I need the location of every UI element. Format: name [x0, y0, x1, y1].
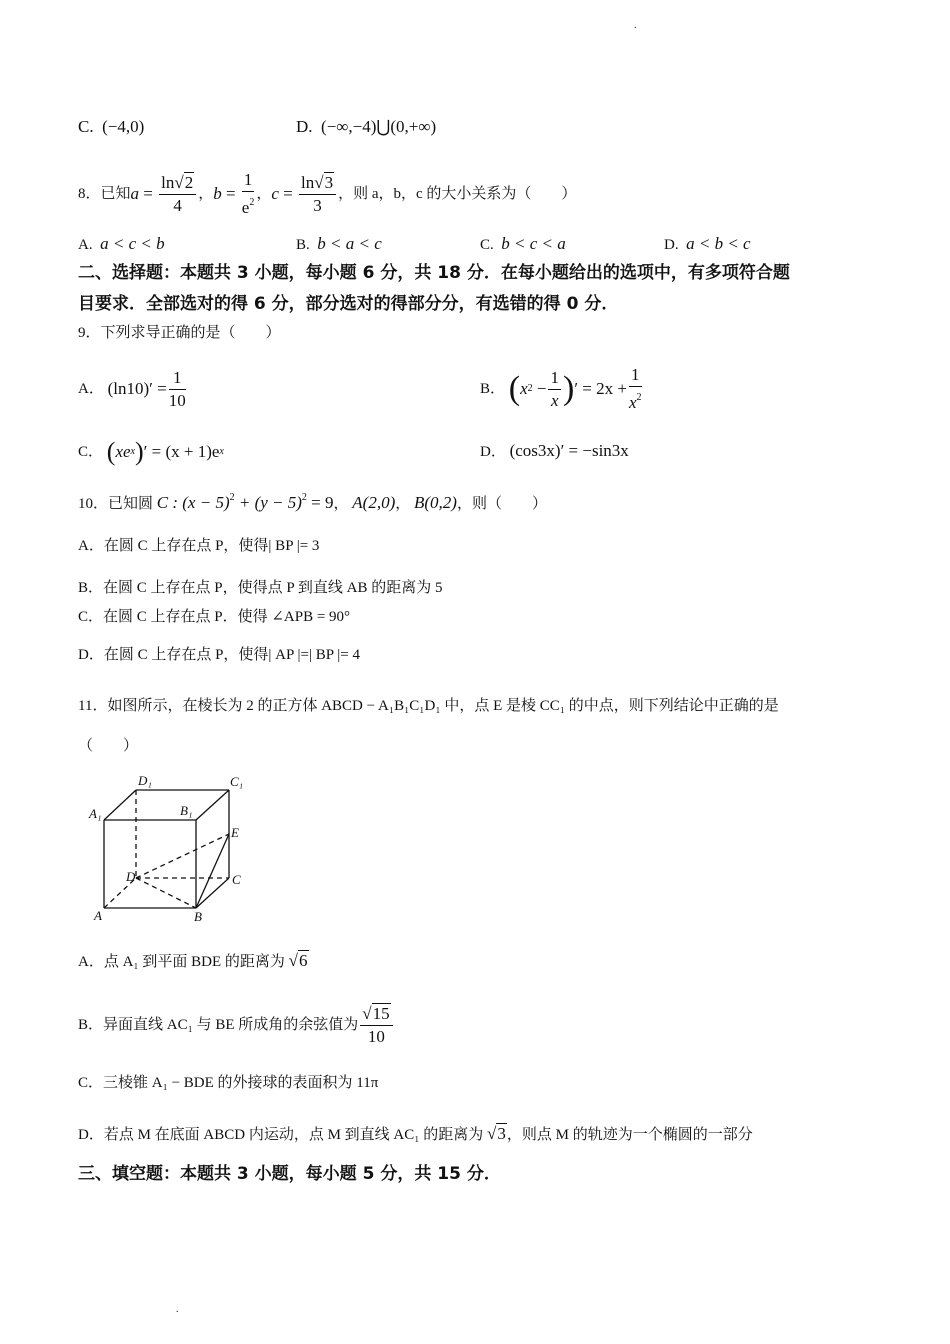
q9-option-d: D． (cos3x)′ = −sin3x: [480, 441, 629, 460]
q10-option-d: D．在圆 C 上存在点 P，使得| AP |=| BP |= 4: [78, 647, 361, 663]
section-3-heading: 三、填空题：本题共 3 小题，每小题 5 分，共 15 分．: [78, 1164, 501, 1184]
q8-c-fraction: $\frac{\ln√3}{3}$: [299, 172, 336, 217]
label-C: C: [232, 872, 241, 887]
q11-stem-paren: （ ）: [78, 738, 139, 754]
q8-stem: 8．已知 a = $\frac{\ln√2}{4}$ ， b = $\frac{1}{e^2}$ ， c = $\frac{\ln√3}{3}$ ，则 a，b，c 的大小关系为（ ）: [78, 170, 577, 217]
q8-b-fraction: $\frac{1}{e^2}$: [241, 170, 255, 217]
q8-option-d: D. a < b < c: [664, 234, 751, 253]
section-2-heading-line1: 二、选择题：本题共 3 小题，每小题 6 分，共 18 分．在每小题给出的选项中，有多项符合题: [78, 263, 790, 283]
q8-option-c: C. b < c < a: [480, 234, 566, 253]
q11-option-a: A．点 A₁ 到平面 BDE 的距离为 √6: [78, 951, 308, 970]
cube-figure: [84, 770, 264, 926]
q10-option-c: C．在圆 C 上存在点 P．使得 ∠APB = 90°: [78, 609, 351, 625]
q11-option-d: D．若点 M 在底面 ABCD 内运动，点 M 到直线 AC₁ 的距离为 √3，则点 M 的轨迹为一个椭圆的一部分: [78, 1124, 753, 1143]
q8-a-fraction: $\frac{\ln√2}{4}$: [159, 172, 196, 217]
q9-option-b: B． ( x 2 − $\frac{1}{x}$ ) ′ = 2x + $\frac{1}{x^2}$: [480, 365, 642, 412]
label-B: B: [194, 909, 202, 924]
section-2-heading-line2: 目要求．全部选对的得 6 分，部分选对的得部分分，有选错的得 0 分．: [78, 294, 619, 314]
edge-DB: [136, 878, 196, 908]
q11-stem: 11．如图所示，在棱长为 2 的正方体 ABCD − A₁B₁C₁D₁ 中，点 E 是棱 CC₁ 的中点，则下列结论中正确的是: [78, 698, 779, 714]
edge-BE: [196, 834, 229, 908]
label-D: D: [126, 869, 136, 884]
q7-option-c: C. (−4,0): [78, 117, 145, 136]
q9-option-a: A． (ln10)′ = $\frac{1}{10}$: [78, 367, 186, 410]
q8-option-a: A. a < c < b: [78, 234, 165, 253]
label-D1: D₁: [138, 773, 152, 788]
label-A1: A₁: [89, 806, 102, 821]
header-mark: .: [634, 20, 637, 31]
q9-option-c: C． ( xe x ) ′ = (x + 1)e x: [78, 437, 224, 466]
label-A: A: [94, 908, 102, 923]
edge-A1D1: [104, 790, 136, 820]
q10-stem: 10．已知圆 C : $(x - 5)^2 + (y - 5)^2 = 9$， A(2,0)， B(0,2)，则（ ）: [78, 492, 547, 512]
q11-option-b: B．异面直线 AC₁ 与 BE 所成角的余弦值为 $\frac{√15}{10}$: [78, 1000, 395, 1050]
label-E: E: [231, 825, 239, 840]
q8-option-b: B. b < a < c: [296, 234, 382, 253]
q7-option-d: D. (−∞,−4)⋃(0,+∞): [296, 117, 437, 136]
edge-B1C1: [196, 790, 229, 820]
edge-DE: [136, 834, 229, 878]
label-B1: B₁: [180, 803, 193, 818]
q10-option-b: B．在圆 C 上存在点 P，使得点 P 到直线 AB 的距离为 5: [78, 580, 443, 596]
edge-BC: [196, 878, 229, 908]
label-C1: C₁: [230, 774, 244, 789]
footer-mark: .: [176, 1304, 179, 1315]
q11-option-c: C．三棱锥 A₁ − BDE 的外接球的表面积为 11π: [78, 1075, 379, 1091]
q10-option-a: A．在圆 C 上存在点 P，使得| BP |= 3: [78, 538, 320, 554]
q9-stem: 9．下列求导正确的是（ ）: [78, 325, 281, 341]
